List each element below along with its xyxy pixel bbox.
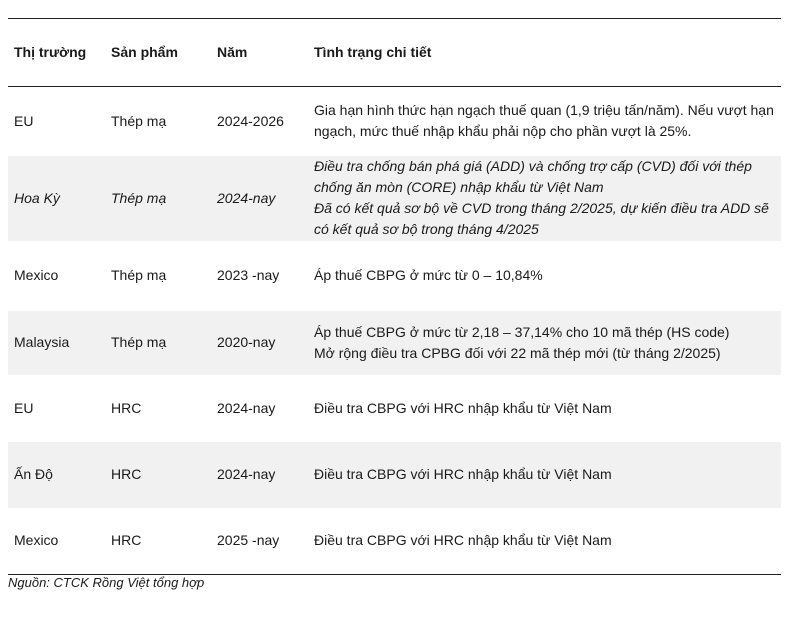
cell-details xyxy=(308,442,781,508)
cell-market: Hoa Kỳ xyxy=(14,189,60,206)
cell-year: 2025 -nay xyxy=(217,532,280,549)
table-header-row xyxy=(8,19,781,87)
detail-line: Gia hạn hình thức hạn ngạch thuế quan (1,9 triệu tấn/năm). Nếu vượt hạn ngạch, mức thuế nhập khẩu phải nộp cho phần vượt là 25%. xyxy=(314,102,774,140)
cell-year: 2024-2026 xyxy=(217,112,284,129)
table-row xyxy=(8,311,781,375)
cell-year: 2024-nay xyxy=(217,466,276,482)
trade-remedy-table-container xyxy=(8,18,781,575)
cell-market: Mexico xyxy=(14,532,59,549)
cell-details xyxy=(308,375,781,442)
trade-remedy-table xyxy=(8,18,781,575)
cell-year: 2020-nay xyxy=(217,334,276,350)
header-market: Thị trường xyxy=(14,44,87,60)
detail-line: Điều tra chống bán phá giá (ADD) và chống trợ cấp (CVD) đối với thép chống ăn mòn (CORE) nhập khẩu từ Việt Nam xyxy=(314,158,752,195)
cell-product: HRC xyxy=(111,466,142,482)
detail-line: Điều tra CBPG với HRC nhập khẩu từ Việt Nam xyxy=(314,399,612,416)
cell-year: 2024-nay xyxy=(217,189,276,206)
detail-line: Điều tra CBPG với HRC nhập khẩu từ Việt Nam xyxy=(314,466,612,482)
source-note: Nguồn: CTCK Rồng Việt tổng hợp xyxy=(8,575,205,590)
cell-details xyxy=(308,241,781,311)
cell-year: 2024-nay xyxy=(217,399,276,416)
cell-product: Thép mạ xyxy=(111,267,167,283)
detail-line: Áp thuế CBPG ở mức từ 2,18 – 37,14% cho 10 mã thép (HS code) xyxy=(314,323,730,340)
detail-line: Mở rộng điều tra CPBG đối với 22 mã thép mới (từ tháng 2/2025) xyxy=(314,344,721,361)
cell-market: Ấn Độ xyxy=(14,466,53,482)
cell-details xyxy=(308,311,781,375)
cell-market: Malaysia xyxy=(14,334,70,350)
cell-market: EU xyxy=(14,399,34,416)
table-row xyxy=(8,442,781,508)
table-row xyxy=(8,375,781,442)
cell-details xyxy=(308,156,781,241)
table-row xyxy=(8,241,781,311)
header-product: Sản phẩm xyxy=(111,44,178,60)
cell-details xyxy=(308,87,781,156)
cell-details xyxy=(308,508,781,575)
detail-line: Điều tra CBPG với HRC nhập khẩu từ Việt Nam xyxy=(314,532,612,549)
table-row xyxy=(8,156,781,241)
cell-product: HRC xyxy=(111,399,142,416)
detail-line: Áp thuế CBPG ở mức từ 0 – 10,84% xyxy=(314,267,543,283)
table-row xyxy=(8,87,781,156)
header-details: Tình trạng chi tiết xyxy=(314,44,432,60)
header-year: Năm xyxy=(217,44,248,60)
cell-market: Mexico xyxy=(14,267,59,283)
cell-product: Thép mạ xyxy=(111,112,167,129)
table-row xyxy=(8,508,781,575)
cell-year: 2023 -nay xyxy=(217,267,280,283)
cell-product: HRC xyxy=(111,532,142,549)
detail-line: Đã có kết quả sơ bộ về CVD trong tháng 2/2025, dự kiến điều tra ADD sẽ có kết quả sơ bộ trong tháng 4/2025 xyxy=(314,200,769,237)
cell-product: Thép mạ xyxy=(111,189,167,206)
cell-product: Thép mạ xyxy=(111,334,167,350)
cell-market: EU xyxy=(14,112,34,129)
